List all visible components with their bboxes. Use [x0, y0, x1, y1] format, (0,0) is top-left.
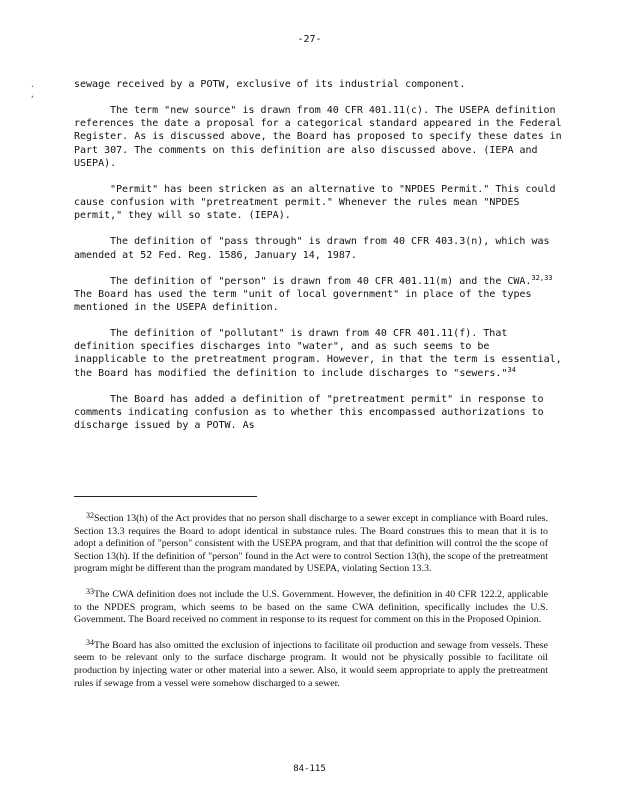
paragraph-person — [74, 275, 564, 314]
paragraph-sewage: sewage received by a POTW, exclusive of its industrial component. — [74, 79, 466, 90]
footnote-ref-32-33: 32,33 — [531, 273, 553, 282]
footnote-34 — [74, 637, 548, 690]
paragraph-new-source: The term "new source" is drawn from 40 CFR 401.11(c). The USEPA definition references the date a proposal for a categorical standard appeared in the Federal Register. As is discussed above, the Board has proposed to specify these dates in Part 307. The comments on this definition are also discussed above. (IEPA and USEPA). — [74, 105, 562, 169]
paragraph-pollutant — [74, 327, 564, 379]
footnote-32 — [74, 513, 548, 576]
footnote-text: The CWA definition does not include the U.S. Government. However, the definition in 40 CFR 122.2, applicable to the NPDES program, which seems to be based on the same CWA definition, specifically includes the U.S. Government. The Board received no comment in response to its request for comment on this in the Proposed Opinion. — [74, 588, 548, 626]
paragraph-person-text-a: The definition of "person" is drawn from 40 CFR 401.11(m) and the CWA. — [110, 275, 532, 287]
footnote-text: The Board has also omitted the exclusion of injections to facilitate oil production and sewage from vessels. These seem to be relevant only to the surface discharge program. It would not be physically possible to facilitate oil production by injecting water or other material into a sewer. Also, it would seem appropriate to apply the pretreatment rules if sewage from a vessel were somehow discharged to a sewer. — [74, 639, 548, 689]
body-text — [74, 78, 564, 445]
paragraph-pollutant-text: The definition of "pollutant" is drawn from 40 CFR 401.11(f). That definition specifies discharges into "water", and as such seems to be inapplicable to the pretreatment program. However, in that the term is essential, the Board has modified the definition to include discharges to "sewers." — [74, 328, 562, 379]
footnote-number: 32 — [86, 511, 94, 520]
footnote-text: Section 13(h) of the Act provides that no person shall discharge to a sewer except in compliance with Board rules. Section 13.3 requires the Board to adopt identical in substance rules. The Board construes this to mean that it is to adopt a definition of "person" consistent with the USEPA program, and that that definition will control the the scope of Section 13(h). If the definition of "person" found in the Act were to control Section 13(h), the scope of the pretreatment program might be different than the program mandated by USEPA, violating Section 13.3. — [74, 513, 548, 575]
footnotes — [74, 513, 548, 703]
footnote-ref-34: 34 — [507, 365, 516, 374]
footnote-number: 34 — [86, 637, 94, 647]
margin-mark: , — [30, 90, 35, 99]
footnote-number: 33 — [86, 586, 94, 596]
margin-mark: . — [30, 80, 35, 89]
footnote-divider — [74, 496, 257, 497]
footnote-33 — [74, 586, 548, 627]
page-number: -27- — [297, 34, 322, 45]
paragraph-pretreatment-permit: The Board has added a definition of "pretreatment permit" in response to comments indicating confusion as to whether this encompassed authorizations to discharge issued by a POTW. As — [74, 393, 544, 431]
paragraph-person-text-b: The Board has used the term "unit of local government" in place of the types mentioned in the USEPA definition. — [74, 288, 532, 313]
page-footer: 84-115 — [293, 764, 326, 774]
paragraph-pass-through: The definition of "pass through" is drawn from 40 CFR 403.3(n), which was amended at 52 Fed. Reg. 1586, January 14, 1987. — [74, 236, 550, 261]
paragraph-permit: "Permit" has been stricken as an alternative to "NPDES Permit." This could cause confusion with "pretreatment permit." Whenever the rules mean "NPDES permit," they will so state. (IEPA). — [74, 183, 556, 222]
